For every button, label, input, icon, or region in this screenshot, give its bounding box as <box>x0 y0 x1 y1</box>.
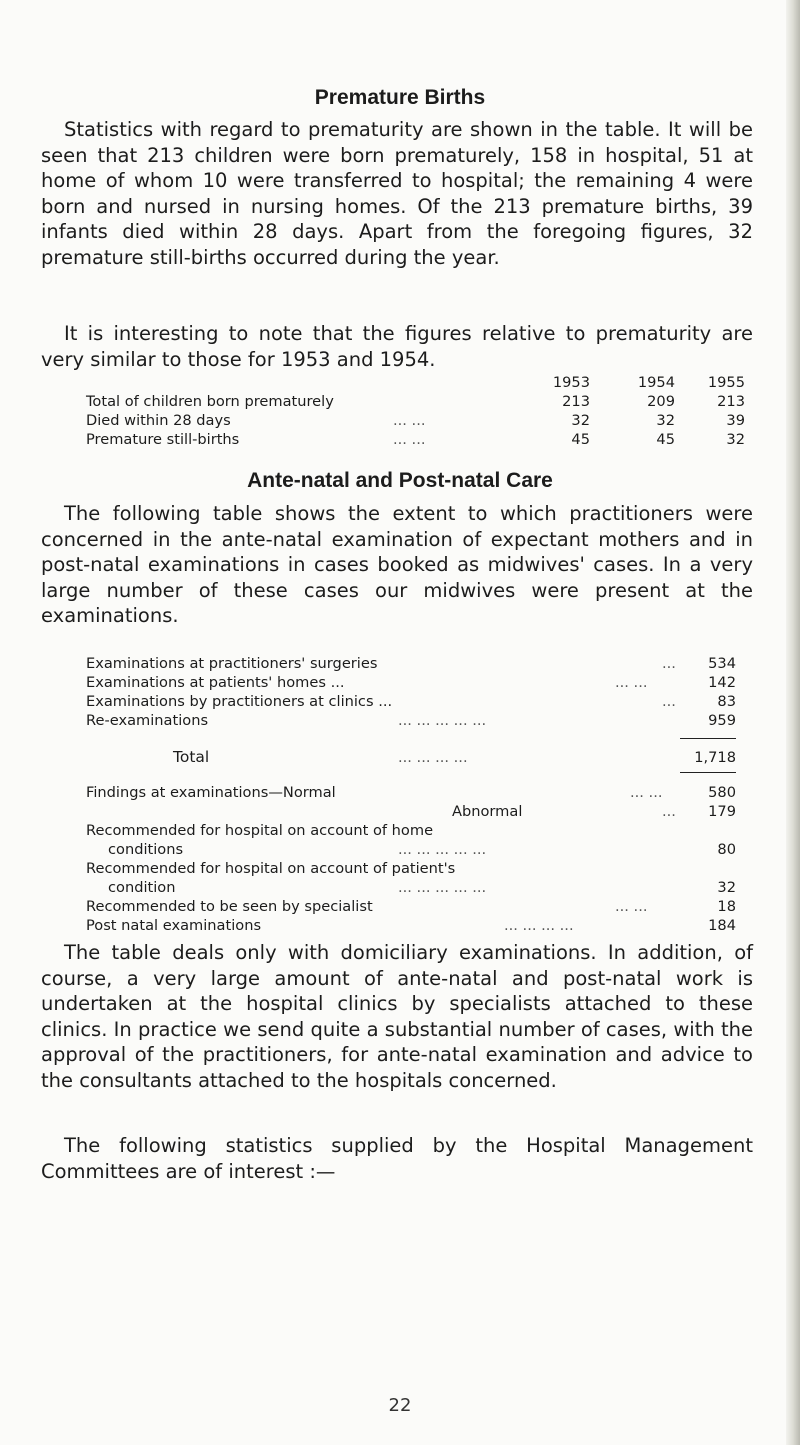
total-label: Total <box>173 748 210 766</box>
rec-patient-label-line2: condition <box>108 879 176 896</box>
total-rule-bottom <box>680 772 736 773</box>
year-header-1954: 1954 <box>637 374 675 391</box>
rec-home-leaders: ... ... ... ... ... <box>398 841 487 858</box>
rec-patient-leaders: ... ... ... ... ... <box>398 879 487 896</box>
row-label-died-28-days: Died within 28 days <box>86 412 231 429</box>
cell-died-1954: 32 <box>656 412 675 429</box>
antenatal-paragraph-3 <box>41 1133 753 1184</box>
rec-patient-label-line1: Recommended for hospital on account of patient's <box>86 860 456 877</box>
rec-home-value: 80 <box>717 841 736 858</box>
exam-value-clinics: 83 <box>717 693 736 710</box>
findings-normal-label: Findings at examinations—Normal <box>86 784 336 801</box>
exam-leaders-reexaminations: ... ... ... ... ... <box>398 712 487 729</box>
exam-leaders-homes: ... ... <box>615 674 648 691</box>
antenatal-paragraph-1 <box>41 501 753 629</box>
premature-paragraph-1 <box>41 117 753 271</box>
postnatal-leaders: ... ... ... ... <box>504 917 574 934</box>
antenatal-paragraph-2 <box>41 940 753 1094</box>
exam-leaders-clinics: ... <box>662 693 676 710</box>
premature-paragraph-1-text: Statistics with regard to prematurity are shown in the table. It will be seen that 213 children were born prematurely, 158 in hospital, 51 at home of whom 10 were transferred to hospital; the remaining 4 were born and nursed in nursing homes. Of the 213 premature births, 39 infants died within 28 days. Apart from the foregoing figures, 32 premature still-births occurred during the year. <box>41 118 753 269</box>
cell-still-1954: 45 <box>656 431 675 448</box>
page-edge-shadow <box>786 0 800 1445</box>
exam-value-reexaminations: 959 <box>708 712 736 729</box>
specialist-value: 18 <box>717 898 736 915</box>
total-value: 1,718 <box>694 749 736 766</box>
cell-still-1953: 45 <box>571 431 590 448</box>
exam-value-homes: 142 <box>708 674 736 691</box>
rec-home-label-line2: conditions <box>108 841 184 858</box>
findings-abnormal-label: Abnormal <box>452 803 523 820</box>
cell-born-1955: 213 <box>717 393 745 410</box>
premature-paragraph-2-text: It is interesting to note that the figures relative to prematurity are very similar to those for 1953 and 1954. <box>41 322 753 371</box>
findings-normal-value: 580 <box>708 784 736 801</box>
total-rule-top <box>680 738 736 739</box>
section-heading-premature-births: Premature Births <box>314 86 486 109</box>
antenatal-paragraph-1-text: The following table shows the extent to which practitioners were concerned in the ante-natal examination of expectant mothers and in post-natal examinations in cases booked as midwives' cases. In a very large number of these cases our midwives were present at the examinations. <box>41 502 753 628</box>
findings-abnormal-value: 179 <box>708 803 736 820</box>
exam-label-surgeries: Examinations at practitioners' surgeries <box>86 655 378 672</box>
cell-born-1954: 209 <box>647 393 675 410</box>
cell-still-1955: 32 <box>726 431 745 448</box>
cell-born-1953: 213 <box>562 393 590 410</box>
row-label-born-prematurely: Total of children born prematurely <box>86 393 334 410</box>
antenatal-paragraph-2-text: The table deals only with domiciliary examinations. In addition, of course, a very large amount of ante-natal and post-natal work is undertaken at the hospital clinics by specialists attached to these clinics. In practice we send quite a substantial number of cases, with the approval of the practitioners, for ante-natal examination and advice to the consultants attached to the hospitals concerned. <box>41 941 753 1092</box>
exam-value-surgeries: 534 <box>708 655 736 672</box>
page-number: 22 <box>388 1395 412 1416</box>
premature-paragraph-2 <box>41 321 753 372</box>
exam-label-homes: Examinations at patients' homes ... <box>86 674 345 691</box>
row-leaders-died: ... ... <box>393 412 426 429</box>
postnatal-value: 184 <box>708 917 736 934</box>
row-leaders-still-births: ... ... <box>393 431 426 448</box>
row-label-still-births: Premature still-births <box>86 431 240 448</box>
cell-died-1953: 32 <box>571 412 590 429</box>
postnatal-label: Post natal examinations <box>86 917 262 934</box>
year-header-1953: 1953 <box>552 374 590 391</box>
specialist-leaders: ... ... <box>615 898 648 915</box>
total-leaders: ... ... ... ... <box>398 749 468 766</box>
rec-patient-value: 32 <box>717 879 736 896</box>
year-header-1955: 1955 <box>707 374 745 391</box>
findings-normal-leaders: ... ... <box>630 784 663 801</box>
cell-died-1955: 39 <box>726 412 745 429</box>
exam-label-clinics: Examinations by practitioners at clinics ... <box>86 693 393 710</box>
exam-label-reexaminations: Re-examinations <box>86 712 209 729</box>
antenatal-paragraph-3-text: The following statistics supplied by the Hospital Management Committees are of interest :— <box>41 1134 753 1183</box>
rec-home-label-line1: Recommended for hospital on account of home <box>86 822 434 839</box>
section-heading-antenatal-care: Ante-natal and Post-natal Care <box>247 469 553 492</box>
exam-leaders-surgeries: ... <box>662 655 676 672</box>
specialist-label: Recommended to be seen by specialist <box>86 898 373 915</box>
findings-abnormal-leaders: ... <box>662 803 676 820</box>
